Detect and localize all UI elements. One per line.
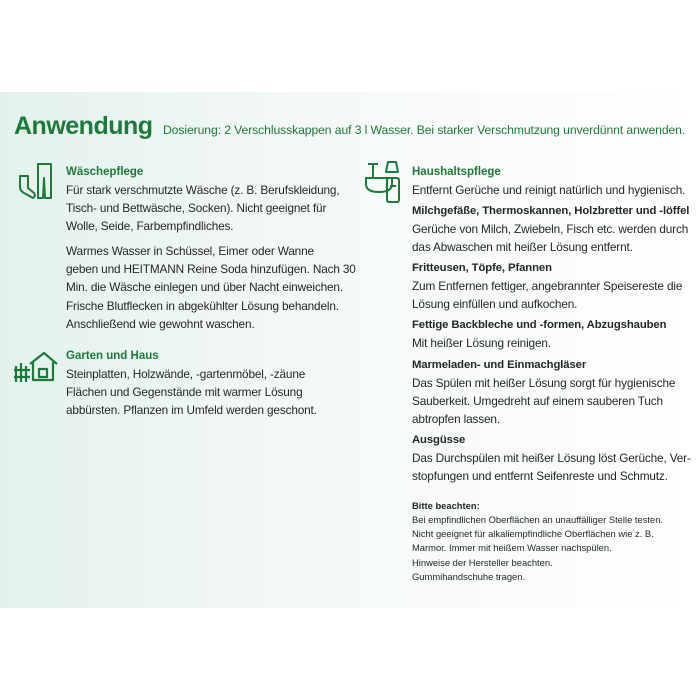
right-column (412, 163, 697, 584)
garden-text-3: abbürsten. Pflanzen im Umfeld werden geschont. (66, 403, 317, 418)
laundry-instructions-2: geben und HEITMANN Reine Soda hinzufügen. Nach 30 (66, 262, 356, 277)
laundry-text-1: Für stark verschmutzte Wäsche (z. B. Berufskleidung, (66, 183, 340, 197)
item-text-milk-1: Gerüche von Milch, Zwiebeln, Fisch etc. werden durch (412, 222, 689, 237)
header (14, 112, 685, 141)
item-heading-fryer: Fritteusen, Töpfe, Pfannen (412, 262, 552, 275)
bottom-white-band (0, 608, 700, 700)
kitchen-sink-icon (364, 160, 404, 206)
item-text-jars-2: Sauberkeit. Umgedreht auf einem sauberen Tuch (412, 393, 663, 408)
laundry-instructions-3: Min. die Wäsche einlegen und über Nacht einweichen. (66, 280, 343, 295)
note-line-3: Marmor. Immer mit heißem Wasser nachspülen. (412, 542, 612, 554)
garden-text-1: Steinplatten, Holzwände, -gartenmöbel, -zäune (66, 367, 306, 381)
item-text-drains-1: Das Durchspülen mit heißer Lösung löst Gerüche, Ver- (412, 450, 691, 465)
item-text-fryer-1: Zum Entfernen fettiger, angebrannter Speisereste die (412, 279, 683, 294)
note-line-1: Bei empfindlichen Oberflächen an unauffälliger Stelle testen. (412, 514, 664, 526)
section-title-household: Haushaltspflege (412, 166, 501, 178)
left-column-garden (66, 347, 356, 419)
laundry-text-3: Wolle, Seide, Farbempfindliches. (66, 219, 234, 234)
garden-text-2: Flächen und Gegenstände mit warmer Lösung (66, 385, 303, 400)
top-white-band (0, 0, 700, 92)
item-heading-jars: Marmeladen- und Einmachgläser (412, 358, 587, 371)
item-text-drains-2: stopfungen und entfernt Seifenreste und Schmutz. (412, 468, 668, 483)
left-column (66, 163, 356, 333)
item-heading-drains: Ausgüsse (412, 433, 466, 446)
socks-clothes-icon (14, 160, 56, 202)
item-heading-baking: Fettige Backbleche und -formen, Abzugshauben (412, 319, 667, 332)
item-text-jars-1: Das Spülen mit heißer Lösung sorgt für hygienische (412, 375, 676, 390)
laundry-instructions-5: Anschließend wie gewohnt waschen. (66, 316, 255, 331)
house-fence-icon (14, 348, 58, 384)
page-title: Anwendung (14, 112, 153, 140)
household-intro: Entfernt Gerüche und reinigt natürlich und hygienisch. (412, 183, 686, 197)
item-heading-milk: Milchgefäße, Thermoskannen, Holzbretter und -löffel (412, 205, 690, 218)
note-line-4: Hinweise der Hersteller beachten. (412, 556, 553, 568)
laundry-instructions-4: Frische Blutflecken in abgekühlter Lösung behandeln. (66, 298, 339, 313)
dosage-text: Dosierung: 2 Verschlusskappen auf 3 l Wasser. Bei starker Verschmutzung unverdünnt anwenden. (162, 123, 686, 137)
laundry-text-2: Tisch- und Bettwäsche, Socken). Nicht geeignet für (66, 201, 327, 216)
note-line-2: Nicht geeignet für alkaliempfindliche Oberflächen wie z. B. (412, 528, 654, 540)
note-line-5: Gummihandschuhe tragen. (412, 570, 526, 582)
section-title-garden: Garten und Haus (66, 350, 159, 362)
laundry-instructions-1: Warmes Wasser in Schüssel, Eimer oder Wanne (66, 244, 314, 259)
note-title: Bitte beachten: (412, 500, 480, 512)
item-text-milk-2: das Abwaschen mit heißer Lösung entfernt. (412, 240, 633, 255)
item-text-jars-3: abtropfen lassen. (412, 411, 500, 426)
section-title-laundry: Wäschepflege (66, 166, 144, 178)
item-text-fryer-2: Lösung einfüllen und aufkochen. (412, 297, 578, 312)
item-text-baking-1: Mit heißer Lösung reinigen. (412, 336, 551, 351)
